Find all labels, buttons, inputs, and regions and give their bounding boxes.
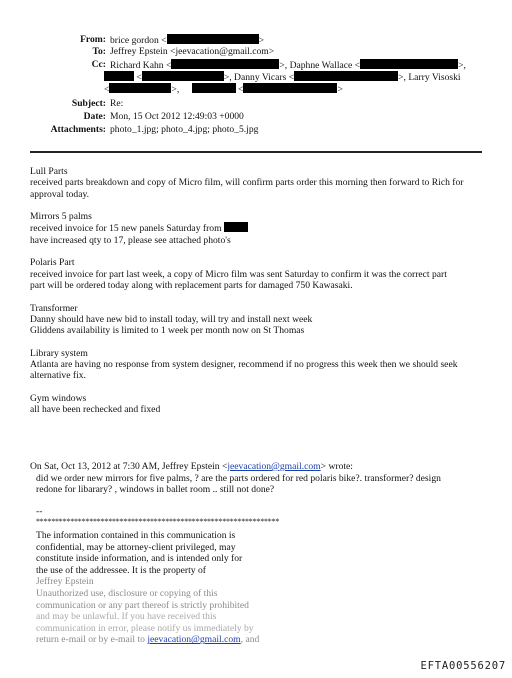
section-title: Mirrors 5 palms xyxy=(30,211,92,223)
disclaimer-line: communication in error, please notify us immediately by xyxy=(36,622,254,634)
cc-bracket: < xyxy=(238,84,244,95)
section-transformer xyxy=(30,303,490,337)
cc-bracket-end: > xyxy=(337,84,343,95)
redaction-block xyxy=(104,71,134,81)
disclaimer-line: communication or any part thereof is strictly prohibited xyxy=(36,599,249,611)
quoted-intro-text: On Sat, Oct 13, 2012 at 7:30 AM, Jeffrey Epstein < xyxy=(30,461,228,472)
quoted-email-link[interactable]: jeevacation@gmail.com xyxy=(227,461,321,472)
section-line: alternative fix. xyxy=(30,370,86,382)
disclaimer-line: The information contained in this communication is xyxy=(36,530,236,541)
cc-label: Cc: xyxy=(91,59,106,70)
redaction-block xyxy=(142,71,224,81)
header-divider xyxy=(30,151,482,153)
section-line: received parts breakdown and copy of Micro film, will confirm parts order this morning then forward to Rich for xyxy=(30,177,464,189)
subject-label: Subject: xyxy=(71,98,106,109)
disclaimer-line: Jeffrey Epstein xyxy=(36,576,94,588)
section-line: Atlanta are having no response from system designer, recommend if no progress this week then we should seek xyxy=(30,359,458,371)
section-title: Library system xyxy=(30,347,88,359)
redaction-block xyxy=(167,34,259,44)
redaction-block xyxy=(109,83,171,93)
disclaimer xyxy=(36,530,259,646)
message-body xyxy=(30,166,490,427)
quoted-question-1: did we order new mirrors for five palms, ? are the parts ordered for red polaris bike?. transformer? design xyxy=(36,473,441,484)
section-line-row xyxy=(30,222,490,234)
disclaimer-email-link[interactable]: jeevacation@gmail.com xyxy=(147,634,241,646)
signature-dash: -- xyxy=(36,506,43,517)
cc-daphne-wallace: >, Daphne Wallace < xyxy=(279,60,361,71)
section-line: part will be ordered today along with replacement parts for damaged 750 Kawasaki. xyxy=(30,279,353,291)
disclaimer-line: constitute inside information, and is intended only for xyxy=(36,553,243,565)
redaction-block xyxy=(224,222,248,232)
subject-value: Re: xyxy=(110,98,124,109)
disclaimer-line-end: , and xyxy=(240,634,260,646)
redaction-block xyxy=(294,71,398,81)
section-gym xyxy=(30,393,490,416)
cc-sep: >, xyxy=(171,84,180,95)
cc-richard-kahn: Richard Kahn < xyxy=(110,60,172,71)
section-line: Danny should have new bid to install today, will try and install next week xyxy=(30,313,313,325)
section-line: Gliddens availability is limited to 1 week per month now on St Thomas xyxy=(30,325,305,337)
from-label: From: xyxy=(80,34,106,45)
from-name: brice gordon < xyxy=(110,35,167,46)
disclaimer-line: return e-mail or by e-mail to xyxy=(36,634,148,646)
cc-danny-vicars: >, Danny Vicars < xyxy=(223,72,295,83)
section-line: have increased qty to 17, please see attached photo's xyxy=(30,234,231,246)
section-line: all have been rechecked and fixed xyxy=(30,404,161,416)
cc-larry-visoski: >, Larry Visoski xyxy=(398,72,461,83)
section-line: approval today. xyxy=(30,188,90,200)
quoted-intro-end: > wrote: xyxy=(320,461,353,472)
section-title: Gym windows xyxy=(30,392,87,404)
section-mirrors xyxy=(30,211,490,246)
to-value: Jeffrey Epstein <jeevacation@gmail.com> xyxy=(110,46,275,57)
date-label: Date: xyxy=(83,111,106,122)
section-title: Lull Parts xyxy=(30,166,68,177)
section-library xyxy=(30,348,490,382)
redaction-block xyxy=(360,59,458,69)
section-line: received invoice for 15 new panels Saturday from xyxy=(30,223,222,235)
attachments-label: Attachments: xyxy=(50,124,106,135)
cc-line-3 xyxy=(104,83,343,96)
section-title: Polaris Part xyxy=(30,257,75,269)
date-value: Mon, 15 Oct 2012 12:49:03 +0000 xyxy=(110,111,244,122)
redaction-block xyxy=(171,59,279,69)
redaction-block xyxy=(243,83,337,93)
attachments-value[interactable]: photo_1.jpg; photo_4.jpg; photo_5.jpg xyxy=(110,124,259,135)
disclaimer-line: and may be unlawful. If you have received this xyxy=(36,611,217,623)
section-title: Transformer xyxy=(30,302,78,314)
quoted-intro xyxy=(30,461,353,472)
signature-stars: **************************************************************** xyxy=(36,517,280,526)
disclaimer-line: Unauthorized use, disclosure or copying of this xyxy=(36,587,218,599)
cc-sep: >, xyxy=(458,60,466,71)
section-polaris xyxy=(30,257,490,291)
document-id: EFTA00556207 xyxy=(420,660,506,672)
disclaimer-line: the use of the addressee. It is the property of xyxy=(36,564,206,576)
cc-bracket: < xyxy=(136,72,142,83)
to-label: To: xyxy=(92,46,106,57)
disclaimer-line: confidential, may be attorney-client privileged, may xyxy=(36,541,236,553)
disclaimer-line-row xyxy=(36,634,259,646)
quoted-question-2: redone for libarary? , windows in ballet room .. still not done? xyxy=(36,484,275,495)
section-lull-parts xyxy=(30,166,490,200)
cc-bracket: < xyxy=(104,84,110,95)
section-line: received invoice for part last week, a copy of Micro film was sent Saturday to confirm it was the correct part xyxy=(30,268,447,280)
from-end: > xyxy=(258,35,264,46)
redaction-block xyxy=(192,83,236,93)
